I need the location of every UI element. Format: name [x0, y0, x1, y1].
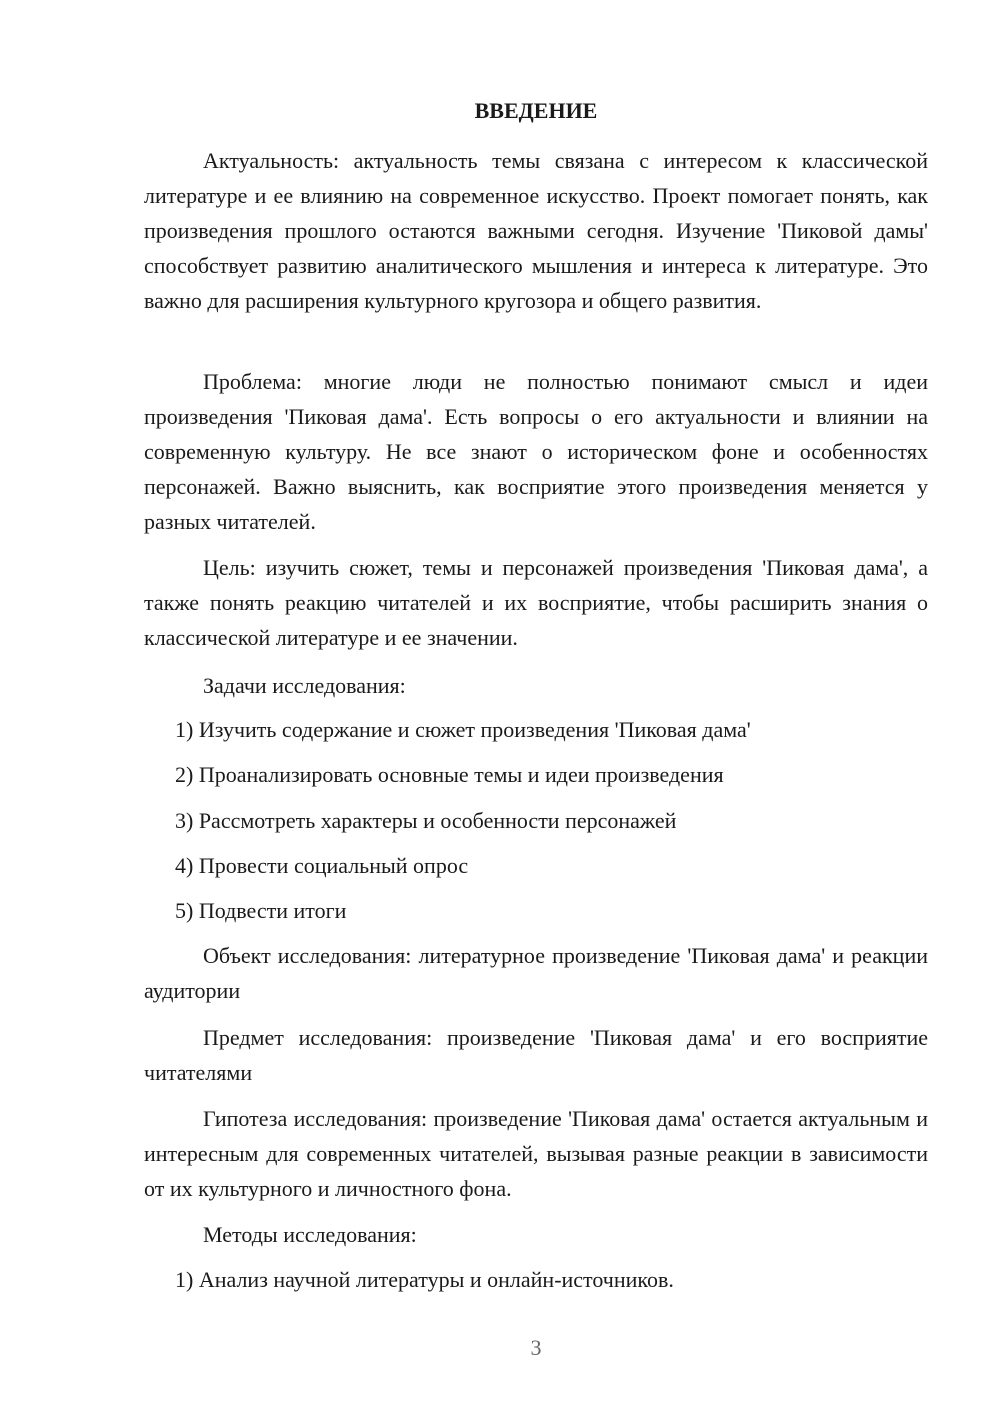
relevance-paragraph: Актуальность: актуальность темы связана с интересом к классической литературе и ее влиянию на современное искусство. Проект помогает понять, как произведения прошлого остаются важными сегодня. Изучение 'Пиковой дамы' способствует развитию аналитического мышления и интереса к литературе. Это важно для расширения культурного кругозора и общего развития.: [144, 148, 928, 313]
subject-paragraph: Предмет исследования: произведение 'Пиковая дама' и его восприятие читателями: [144, 1025, 928, 1085]
task-item: 2) Проанализировать основные темы и идеи произведения: [175, 762, 724, 787]
hypothesis-paragraph: Гипотеза исследования: произведение 'Пиковая дама' остается актуальным и интересным для современных читателей, вызывая разные реакции в зависимости от их культурного и личностного фона.: [144, 1106, 928, 1201]
tasks-title: Задачи исследования:: [203, 673, 406, 698]
methods-title: Методы исследования:: [203, 1222, 417, 1247]
object-paragraph: Объект исследования: литературное произведение 'Пиковая дама' и реакции аудитории: [144, 943, 928, 1003]
goal-paragraph: Цель: изучить сюжет, темы и персонажей произведения 'Пиковая дама', а также понять реакцию читателей и их восприятие, чтобы расширить знания о классической литературе и ее значении.: [144, 555, 928, 650]
page-title: ВВЕДЕНИЕ: [474, 98, 598, 123]
task-item: 3) Рассмотреть характеры и особенности персонажей: [175, 808, 677, 833]
page-number: 3: [530, 1335, 542, 1360]
task-item: 5) Подвести итоги: [175, 898, 347, 923]
problem-paragraph: Проблема: многие люди не полностью понимают смысл и идеи произведения 'Пиковая дама'. Есть вопросы о его актуальности и влиянии на современную культуру. Не все знают о историческом фоне и особенностях персонажей. Важно выяснить, как восприятие этого произведения меняется у разных читателей.: [144, 369, 928, 534]
task-item: 4) Провести социальный опрос: [175, 853, 469, 878]
method-item: 1) Анализ научной литературы и онлайн-источников.: [175, 1267, 674, 1292]
task-item: 1) Изучить содержание и сюжет произведения 'Пиковая дама': [175, 717, 751, 742]
